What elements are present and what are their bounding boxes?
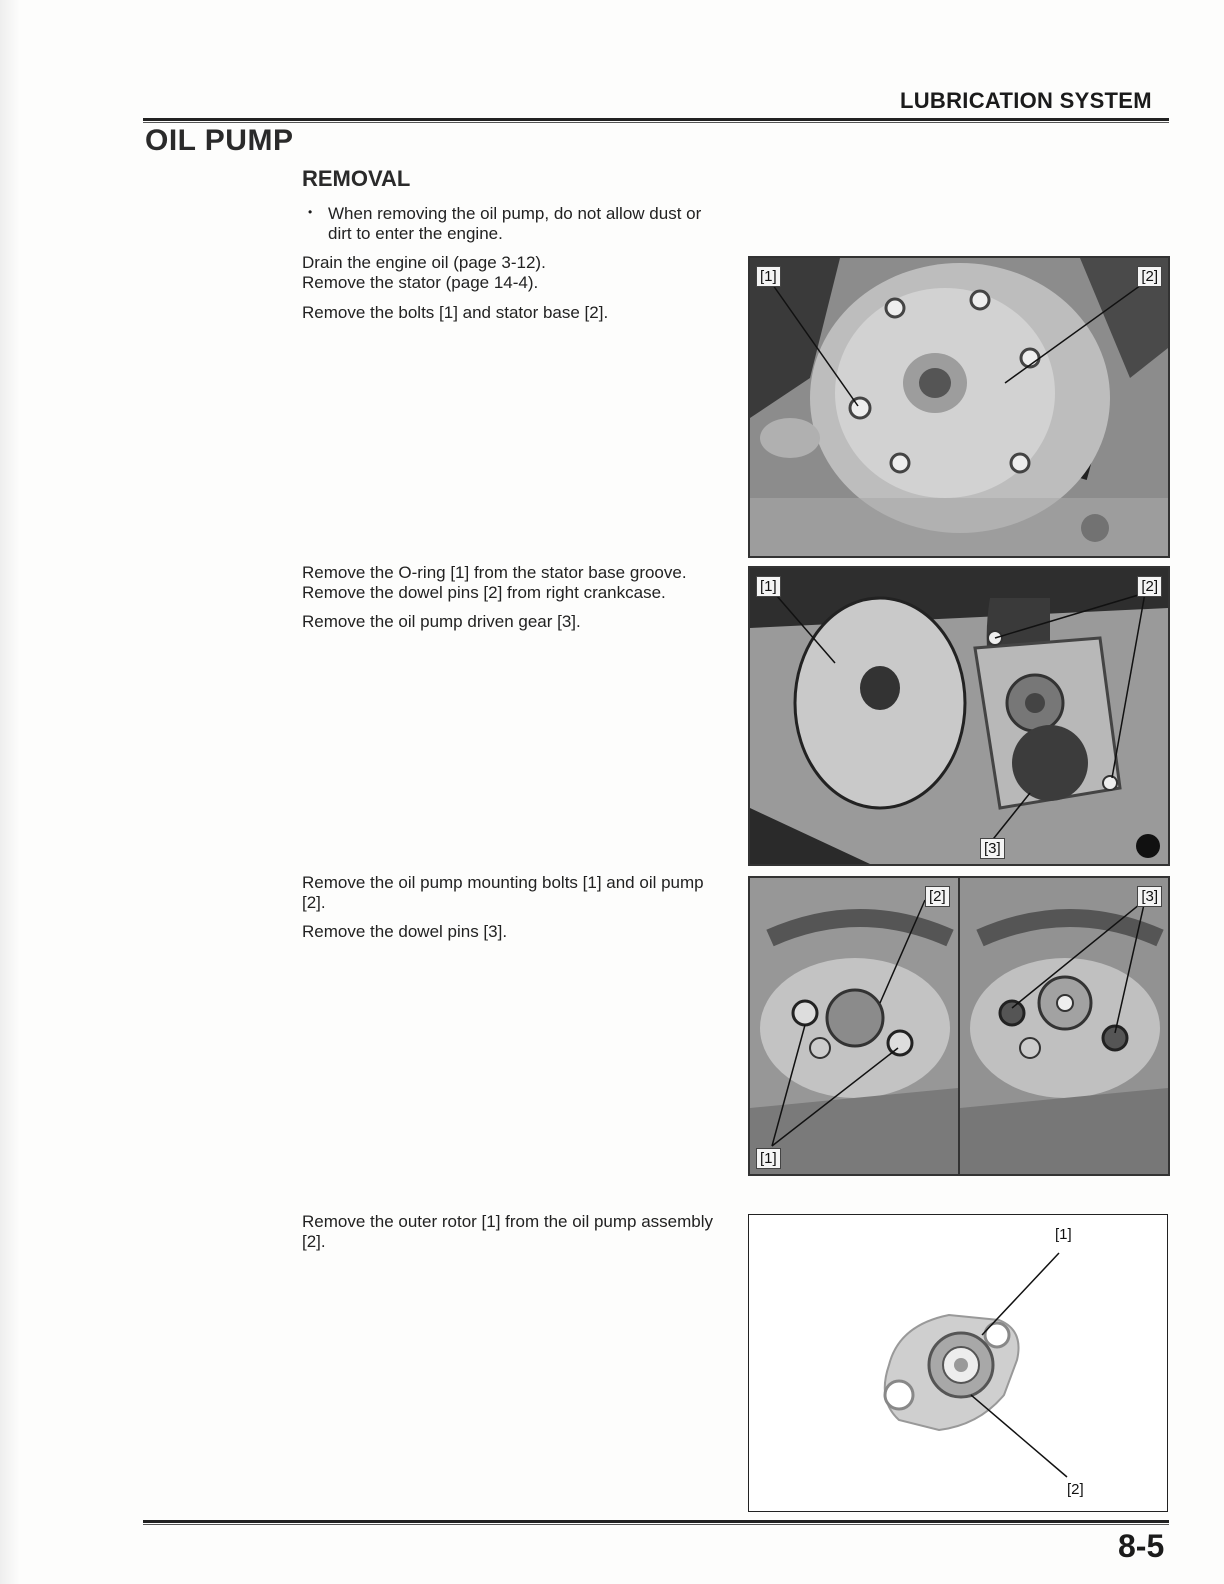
bullet-icon: • (308, 205, 313, 219)
footer-rule (143, 1520, 1169, 1523)
callout-label: [3] (1137, 886, 1162, 907)
callout-label: [2] (1067, 1481, 1084, 1498)
section-header: LUBRICATION SYSTEM (900, 88, 1152, 113)
figure-stator-base (748, 256, 1170, 558)
callout-label: [2] (1137, 266, 1162, 287)
callout-label: [1] (756, 576, 781, 597)
callout-label: [1] (756, 1148, 781, 1169)
footer-rule-thin (143, 1524, 1169, 1525)
callout-label: [1] (756, 266, 781, 287)
engine-photo-1 (750, 258, 1168, 556)
oil-pump-photo (749, 1215, 1167, 1511)
step-text: Remove the O-ring [1] from the stator base groove. (302, 563, 687, 582)
step-text: Remove the dowel pins [2] from right crankcase. (302, 583, 666, 602)
note-line-2: dirt to enter the engine. (328, 224, 503, 243)
step-text: [2]. (302, 1232, 326, 1251)
step-text: Remove the oil pump driven gear [3]. (302, 612, 581, 631)
note-line-1: When removing the oil pump, do not allow dust or (328, 204, 702, 223)
step-text: [2]. (302, 893, 326, 912)
header-rule (143, 118, 1169, 121)
step-text: Remove the outer rotor [1] from the oil pump assembly (302, 1212, 714, 1231)
figure-crankcase (748, 566, 1170, 866)
callout-label: [3] (980, 838, 1005, 859)
page-title: OIL PUMP (145, 124, 294, 157)
figure-outer-rotor (748, 1214, 1168, 1512)
subtitle: REMOVAL (302, 166, 411, 191)
scan-edge (0, 0, 20, 1584)
callout-label: [2] (925, 886, 950, 907)
page-number: 8-5 (1118, 1528, 1165, 1564)
step-text: Remove the stator (page 14-4). (302, 273, 539, 292)
engine-photo-3 (750, 878, 1168, 1174)
figure-oil-pump-mount (748, 876, 1170, 1176)
header-rule-thin (143, 122, 1169, 123)
engine-photo-2 (750, 568, 1168, 864)
step-text: Drain the engine oil (page 3-12). (302, 253, 546, 272)
step-text: Remove the dowel pins [3]. (302, 922, 508, 941)
step-text: Remove the oil pump mounting bolts [1] and oil pump (302, 873, 704, 892)
callout-label: [2] (1137, 576, 1162, 597)
step-text: Remove the bolts [1] and stator base [2]. (302, 303, 609, 322)
callout-label: [1] (1055, 1226, 1072, 1243)
